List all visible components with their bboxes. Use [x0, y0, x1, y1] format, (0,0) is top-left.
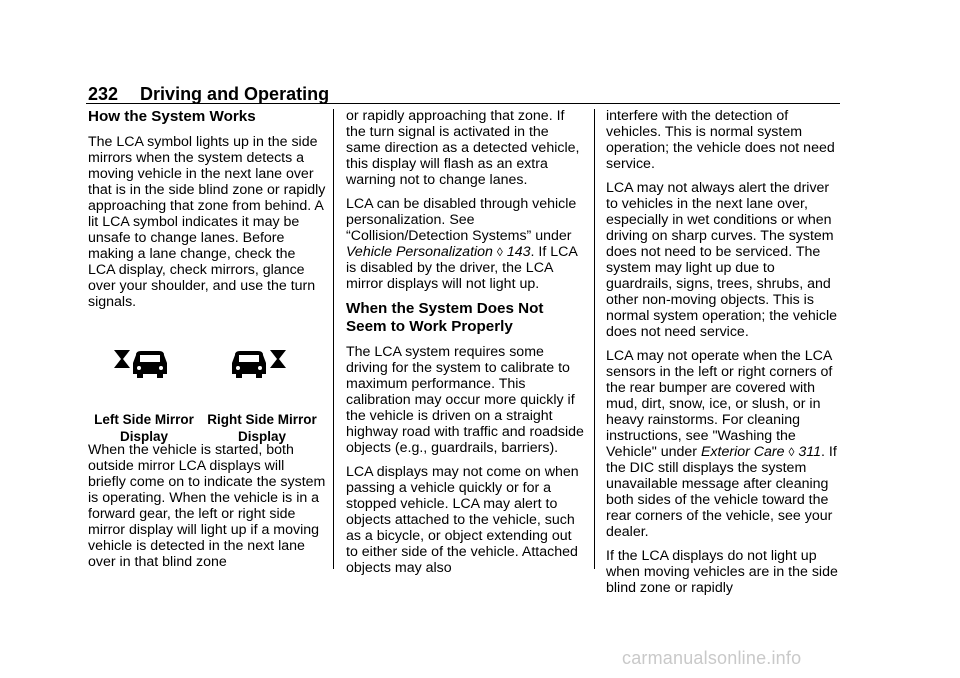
header-rule: [86, 103, 840, 104]
caption-left: Left Side Mirror Display: [94, 412, 194, 444]
paragraph: LCA displays may not come on when passing a vehicle quickly or for a stopped vehicle. LCA may alert to objects attached to the vehicle, such as a bicycle, or object extending out to either side of the vehicle. Attached objects may also: [346, 464, 579, 576]
cross-reference-link[interactable]: Vehicle Personalization: [346, 244, 493, 260]
reference-arrow-icon: ◊: [496, 245, 503, 259]
page-number: 232: [88, 84, 119, 104]
paragraph: [346, 196, 586, 292]
lca-left-mirror-icon: [112, 346, 172, 386]
reference-page[interactable]: 143: [506, 244, 531, 260]
text-run: LCA can be disabled through vehicle personalization. See “Collision/Detection Systems” under: [346, 196, 577, 244]
text-run: LCA may not operate when the LCA sensors in the left or right corners of the rear bumper are covered with mud, dirt, snow, ice, or slush, or in heavy rainstorms. For cleaning instructions, see "Washing the Vehicle" under: [606, 348, 833, 460]
caption-right: Right Side Mirror Display: [207, 412, 317, 444]
paragraph: The LCA symbol lights up in the side mirrors when the system detects a moving vehicle in the next lane over that is in the side blind zone or rapidly approaching that zone from behind. A lit LCA symbol indicates it may be unsafe to change lanes. Before making a lane change, check the LCA display, check mirrors, glance over your shoulder, and use the turn signals.: [88, 134, 326, 310]
section-heading: When the System Does Not Seem to Work Properly: [346, 300, 544, 335]
text-run: . If the DIC still displays the system unavailable message after cleaning both sides of the vehicle toward the rear corners of the vehicle, see your dealer.: [606, 444, 837, 540]
paragraph: When the vehicle is started, both outside mirror LCA displays will briefly come on to indicate the system is operating. When the vehicle is in a forward gear, the left or right side mirror display will light up if a moving vehicle is detected in the next lane over in that blind zone: [88, 442, 326, 570]
reference-page[interactable]: 311: [798, 444, 822, 460]
section-heading: How the System Works: [88, 108, 256, 125]
paragraph: [606, 348, 842, 540]
lca-right-mirror-icon: [230, 346, 290, 386]
reference-arrow-icon: ◊: [788, 445, 795, 459]
cross-reference-link[interactable]: Exterior Care: [700, 444, 785, 460]
column-1: [88, 108, 326, 578]
text-run: . If LCA is disabled by the driver, the LCA mirror displays will not light up.: [346, 244, 578, 292]
column-divider: [594, 109, 595, 569]
paragraph: or rapidly approaching that zone. If the turn signal is activated in the same direction as a detected vehicle, this display will flash as an extra warning not to change lanes.: [346, 108, 580, 188]
column-2: [346, 108, 586, 584]
paragraph: The LCA system requires some driving for the system to calibrate to maximum performance. This calibration may occur more quickly if the vehicle is driven on a straight highway road with traffic and roadside objects (e.g., guardrails, barriers).: [346, 344, 584, 456]
column-3: [606, 108, 842, 604]
paragraph: interfere with the detection of vehicles. This is normal system operation; the vehicle does not need service.: [606, 108, 835, 172]
paragraph: If the LCA displays do not light up when moving vehicles are in the side blind zone or rapidly: [606, 548, 838, 596]
paragraph: LCA may not always alert the driver to vehicles in the next lane over, especially in wet conditions or when driving on sharp curves. The system does not need to be serviced. The system may light up due to guardrails, signs, trees, shrubs, and other non-moving objects. This is normal system operation; the vehicle does not need service.: [606, 180, 838, 340]
watermark: carmanualsonline.info: [622, 648, 802, 668]
lca-icons-figure: [88, 318, 326, 442]
column-divider: [333, 109, 334, 569]
section-title: Driving and Operating: [140, 84, 330, 104]
